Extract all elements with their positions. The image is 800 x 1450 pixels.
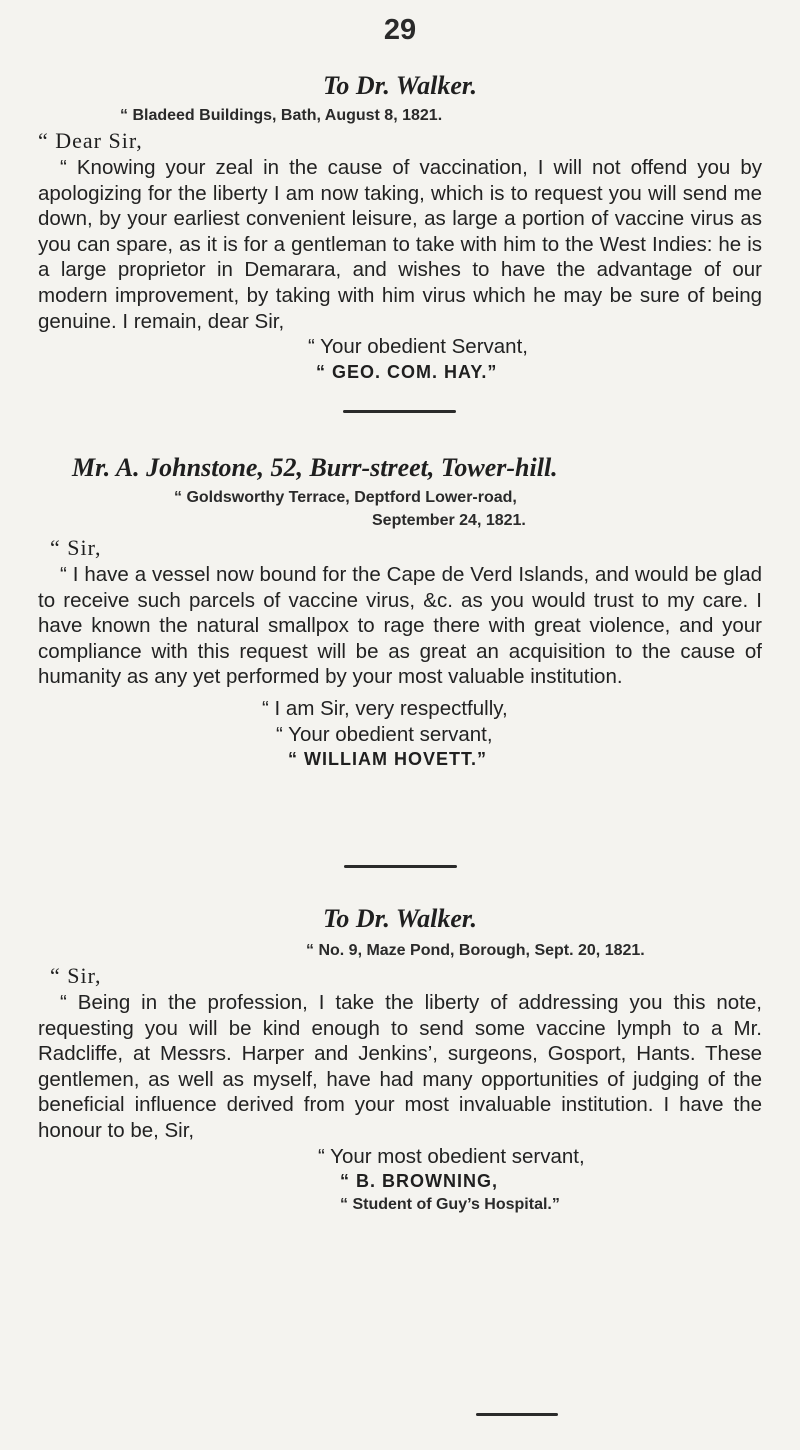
letter-2-closing-1: “ I am Sir, very respectfully, [262, 696, 508, 720]
letter-3-signature: “ B. BROWNING, [340, 1171, 498, 1192]
letter-1-signature: “ GEO. COM. HAY.” [316, 361, 498, 382]
letter-3-heading: To Dr. Walker. [322, 904, 478, 933]
letter-3-salutation: “ Sir, [50, 963, 102, 988]
letter-2-salutation: “ Sir, [50, 535, 102, 560]
letter-1-salutation: “ Dear Sir, [38, 128, 143, 153]
letter-2-address-line1: “ Goldsworthy Terrace, Deptford Lower-road, [174, 489, 517, 506]
letter-3-body [0, 990, 800, 1144]
letter-2-signature: “ WILLIAM HOVETT.” [288, 749, 487, 770]
letter-2-heading: Mr. A. Johnstone, 52, Burr-street, Tower-hill. [72, 453, 558, 482]
letter-2-body [0, 562, 800, 690]
letter-1-closing: “ Your obedient Servant, [308, 335, 528, 359]
divider-2 [344, 865, 457, 868]
letter-2-closing-2: “ Your obedient servant, [276, 722, 493, 746]
letter-3-closing: “ Your most obedient servant, [318, 1144, 585, 1168]
letter-1 [0, 70, 800, 384]
page-number: 29 [383, 14, 417, 46]
letter-2 [0, 452, 800, 771]
letter-3 [0, 903, 800, 1216]
divider-1 [343, 410, 456, 413]
letter-2-body-text: “ I have a vessel now bound for the Cape de Verd Islands, and would be glad to receive such parcels of vaccine virus, &c. as you would trust to my care. I have known the natural smallpox to rage there with great violence, and your compliance with this request will be as great an acquisition to the cause of humanity as any yet performed by your most valuable institution. [38, 563, 762, 689]
letter-1-body-text: “ Knowing your zeal in the cause of vaccination, I will not offend you by apologizing for the liberty I am now taking, which is to request you will send me down, by your earliest convenient leisure, as large a portion of vaccine virus as you can spare, as it is for a gentleman to take with him to the West Indies: he is a large proprietor in Demarara, and wishes to have the advantage of our modern improvement, by taking with him virus which he may be sure of being genuine. I remain, dear Sir, [38, 156, 762, 333]
letter-2-address-line2: September 24, 1821. [372, 512, 526, 529]
letter-1-address: “ Bladeed Buildings, Bath, August 8, 1821. [120, 107, 443, 124]
letter-1-heading: To Dr. Walker. [322, 71, 478, 100]
letter-3-signature-note: “ Student of Guy’s Hospital.” [340, 1196, 560, 1214]
letter-3-address: “ No. 9, Maze Pond, Borough, Sept. 20, 1821. [306, 942, 645, 959]
letter-3-body-text: “ Being in the profession, I take the liberty of addressing you this note, requesting you will be kind enough to send some vaccine lymph to a Mr. Radcliffe, at Messrs. Harper and Jenkins’, surgeons, Gosport, Hants. These gentlemen, as well as myself, have had many opportunities of judging of the beneficial influence derived from your most invaluable institution. I have the honour to be, Sir, [38, 991, 762, 1142]
letter-1-body [0, 155, 800, 334]
divider-3 [476, 1413, 558, 1416]
